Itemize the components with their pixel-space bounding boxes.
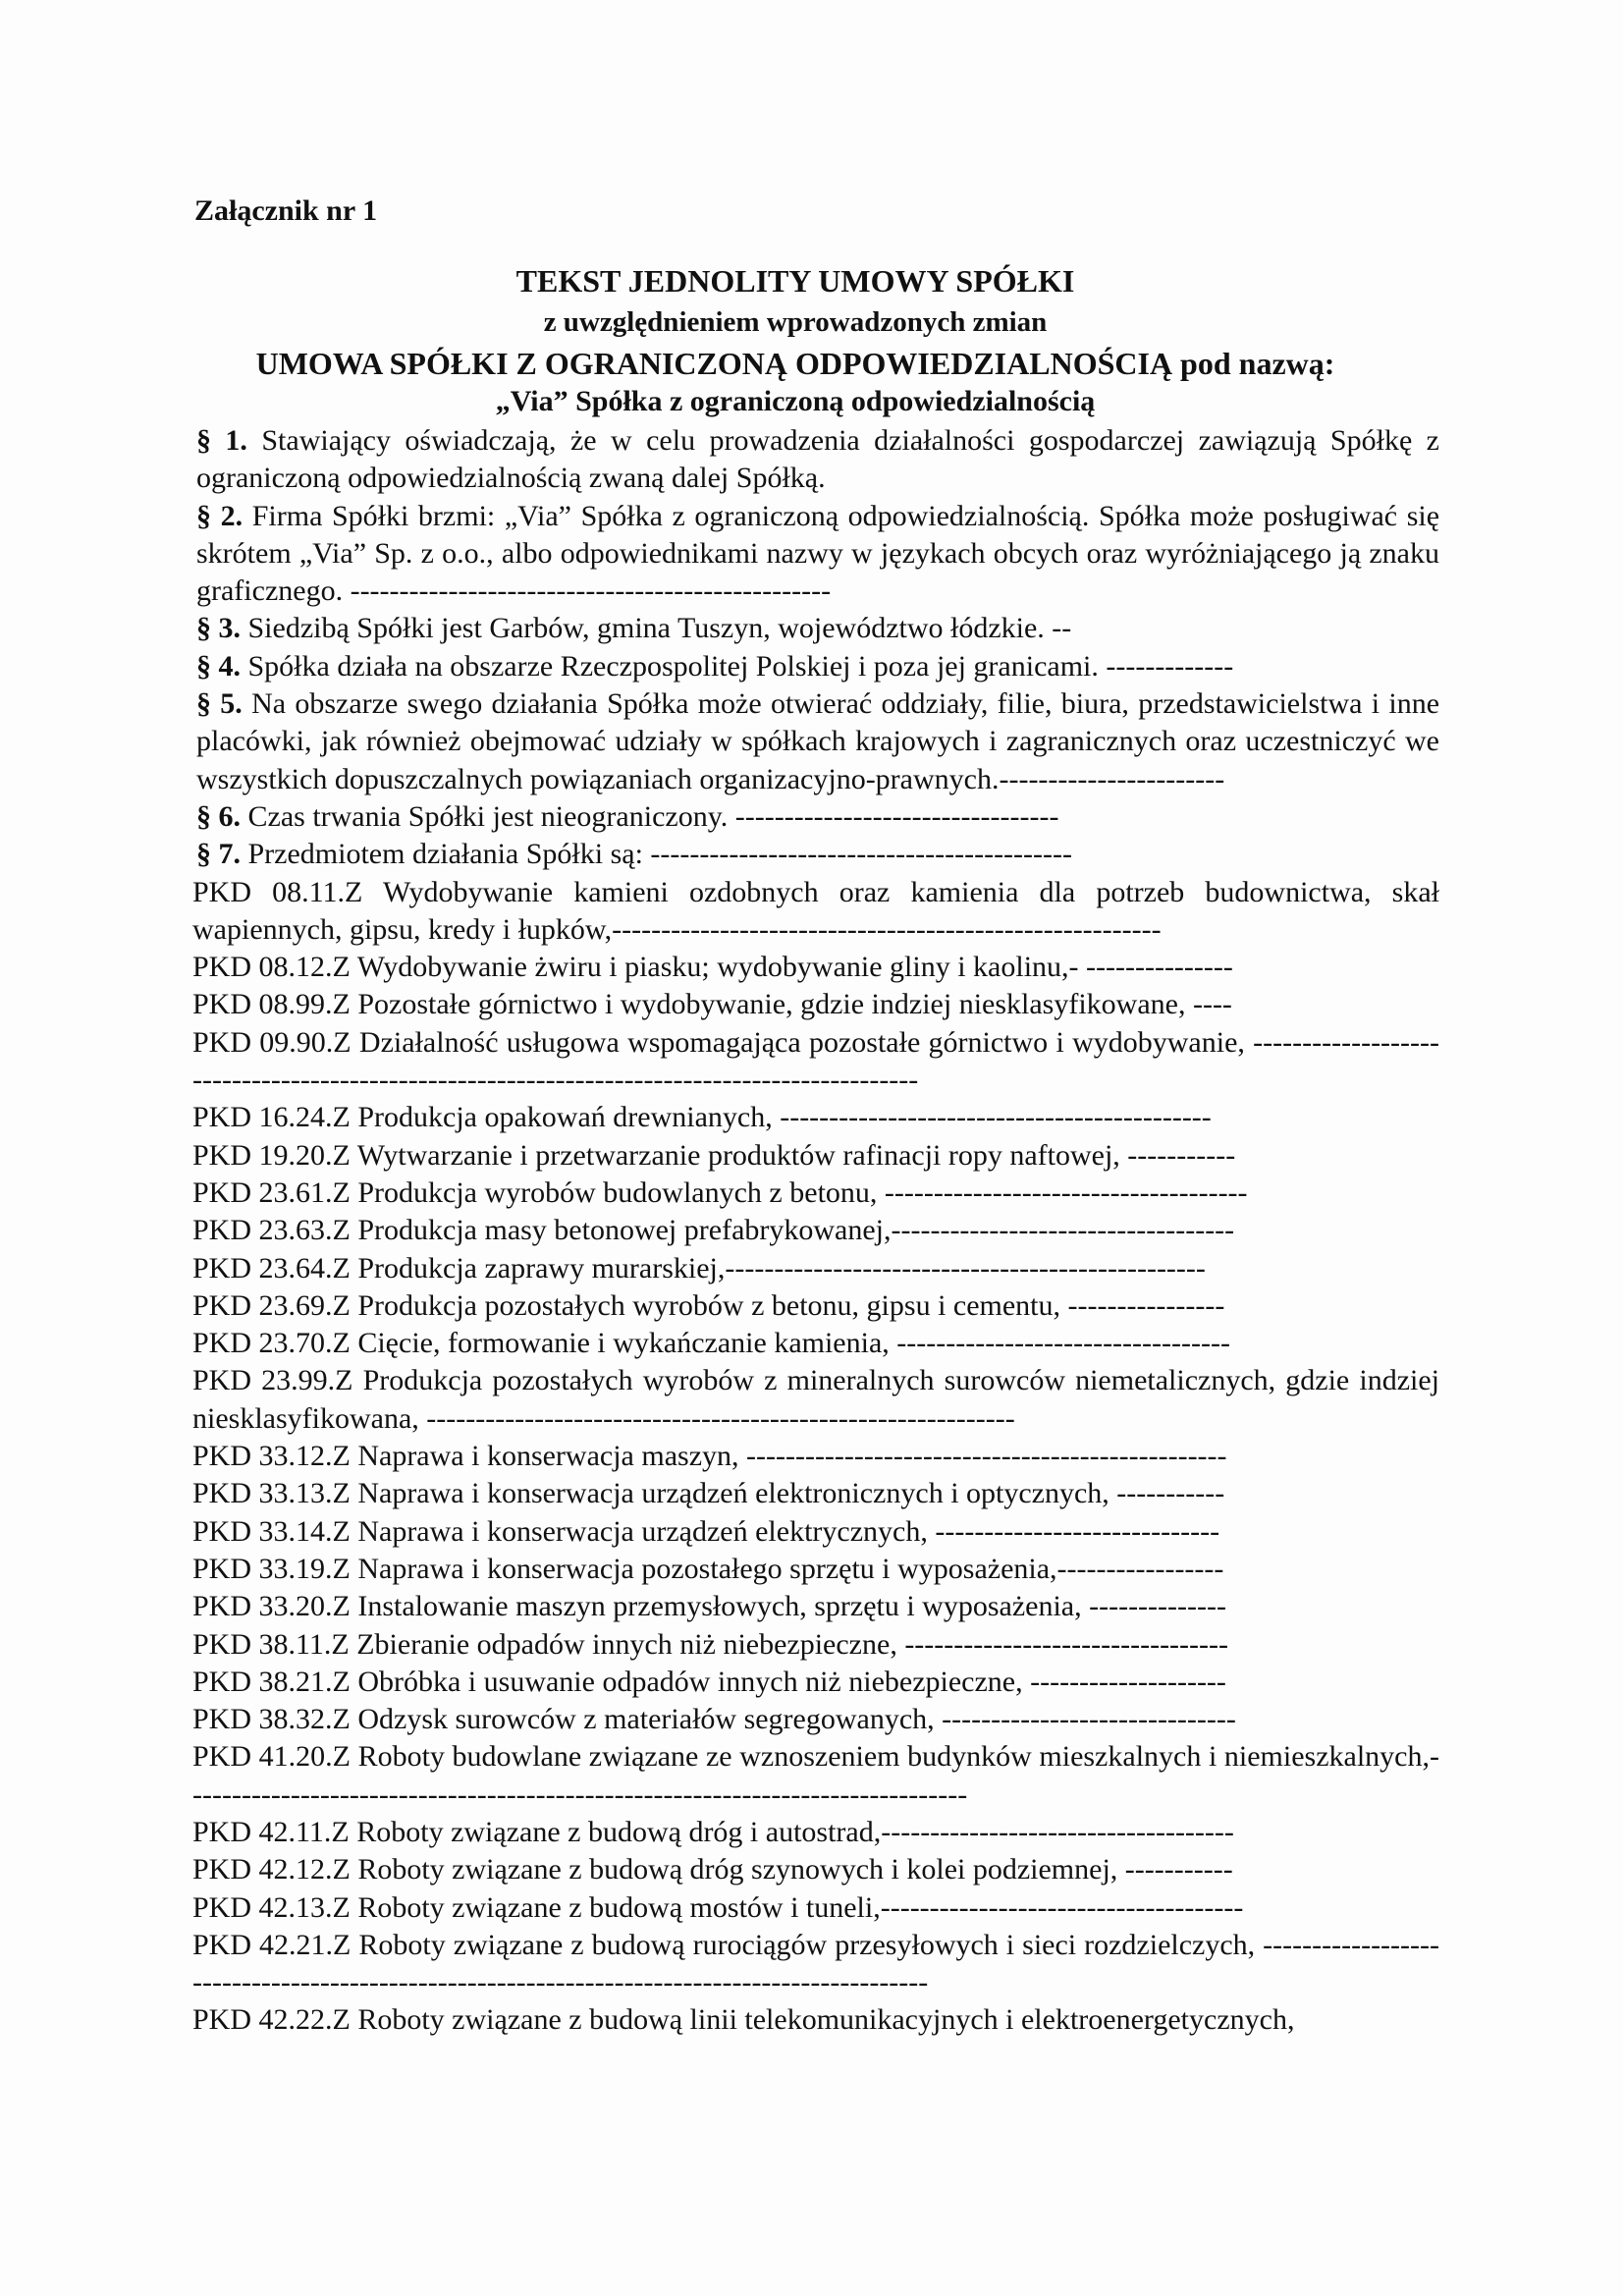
pkd-item: PKD 42.12.Z Roboty związane z budową dróg szynowych i kolei podziemnej, ----------- <box>192 1853 1233 1886</box>
pkd-item: PKD 33.20.Z Instalowanie maszyn przemysłowych, sprzętu i wyposażenia, -------------- <box>192 1590 1226 1623</box>
pkd-item: PKD 42.13.Z Roboty związane z budową mostów i tuneli,------------------------------------- <box>192 1890 1244 1924</box>
paragraph-2 <box>192 498 1439 611</box>
pkd-item: PKD 23.61.Z Produkcja wyrobów budowlanych z betonu, ------------------------------------- <box>192 1175 1248 1209</box>
document-subtitle: z uwzględnieniem wprowadzonych zmian <box>543 306 1048 338</box>
paragraph-7 <box>192 836 1439 873</box>
paragraph-4 <box>192 648 1439 685</box>
paragraph-text: Siedzibą Spółki jest Garbów, gmina Tuszyn, województwo łódzkie. -- <box>247 612 1072 645</box>
pkd-item: PKD 33.13.Z Naprawa i konserwacja urządzeń elektronicznych i optycznych, ----------- <box>192 1477 1225 1510</box>
pkd-item: PKD 38.11.Z Zbieranie odpadów innych niż niebezpieczne, --------------------------------- <box>192 1627 1228 1661</box>
section-number: § 2. <box>196 499 243 532</box>
section-number: § 4. <box>196 649 241 683</box>
pkd-item: PKD 23.99.Z Produkcja pozostałych wyrobów z mineralnych surowców niemetalicznych, gdzie indziej niesklasyfikowana, ------------------------------------------------------------ <box>192 1364 1439 1435</box>
pkd-item: PKD 38.32.Z Odzysk surowców z materiałów segregowanych, ------------------------------ <box>192 1703 1236 1736</box>
paragraph-6 <box>192 798 1439 836</box>
pkd-item: PKD 08.12.Z Wydobywanie żwiru i piasku; wydobywanie gliny i kaolinu,- --------------- <box>192 951 1233 984</box>
pkd-item: PKD 42.22.Z Roboty związane z budową linii telekomunikacyjnych i elektroenergetycznych, <box>192 2003 1295 2037</box>
section-number: § 3. <box>196 612 241 645</box>
pkd-item: PKD 33.14.Z Naprawa i konserwacja urządzeń elektrycznych, ----------------------------- <box>192 1514 1220 1548</box>
pkd-item: PKD 42.11.Z Roboty związane z budową dróg i autostrad,------------------------------------ <box>192 1815 1234 1848</box>
paragraph-text: Przedmiotem działania Spółki są: ------------------------------------------- <box>247 838 1072 871</box>
pkd-item: PKD 42.21.Z Roboty związane z budową rurociągów przesyłowych i sieci rozdzielczych, --------------------------------------------------------------------------------------------- <box>192 1928 1439 1999</box>
pkd-item: PKD 19.20.Z Wytwarzanie i przetwarzanie produktów rafinacji ropy naftowej, ----------- <box>192 1138 1236 1172</box>
contract-heading: UMOWA SPÓŁKI Z OGRANICZONĄ ODPOWIEDZIALNOŚCIĄ pod nazwą: <box>255 346 1335 381</box>
pkd-item: PKD 33.12.Z Naprawa i konserwacja maszyn, ------------------------------------------------- <box>192 1440 1227 1473</box>
paragraph-text: Czas trwania Spółki jest nieograniczony. --------------------------------- <box>247 799 1059 833</box>
company-name-heading: „Via” Spółka z ograniczoną odpowiedzialnością <box>495 385 1096 417</box>
pkd-item: PKD 09.90.Z Działalność usługowa wspomagająca pozostałe górnictwo i wydobywanie, --------------------------------------------------------------------------------------------- <box>192 1025 1439 1097</box>
pkd-item: PKD 08.11.Z Wydobywanie kamieni ozdobnych oraz kamienia dla potrzeb budownictwa, skał wapiennych, gipsu, kredy i łupków,-------------------------------------------------------- <box>192 875 1439 946</box>
paragraph-text: Na obszarze swego działania Spółka może otwierać oddziały, filie, biura, przedstawicielstwa i inne placówki, jak również obejmować udziały w spółkach krajowych i zagranicznych oraz uczestniczyć we wszystkich dopuszczalnych powiązaniach organizacyjno-prawnych.----------------------- <box>196 687 1440 795</box>
pkd-item: PKD 23.64.Z Produkcja zaprawy murarskiej,------------------------------------------------- <box>192 1251 1206 1285</box>
annex-label: Załącznik nr 1 <box>194 194 378 227</box>
section-number: § 1. <box>196 424 247 457</box>
pkd-item: PKD 23.63.Z Produkcja masy betonowej prefabrykowanej,----------------------------------- <box>192 1214 1235 1247</box>
paragraph-3 <box>192 610 1439 647</box>
section-number: § 7. <box>196 838 241 871</box>
pkd-item: PKD 23.69.Z Produkcja pozostałych wyrobów z betonu, gipsu i cementu, ---------------- <box>192 1288 1225 1322</box>
pkd-item: PKD 41.20.Z Roboty budowlane związane ze wznoszeniem budynków mieszkalnych i niemieszkalnych,-------------------------------------------------------------------------------- <box>192 1740 1439 1811</box>
pkd-item: PKD 38.21.Z Obróbka i usuwanie odpadów innych niż niebezpieczne, -------------------- <box>192 1665 1226 1698</box>
paragraph-text: Spółka działa na obszarze Rzeczpospolitej Polskiej i poza jej granicami. ------------- <box>247 649 1234 683</box>
paragraph-1 <box>192 422 1439 498</box>
pkd-item: PKD 16.24.Z Produkcja opakowań drewnianych, -------------------------------------------- <box>192 1101 1212 1134</box>
section-number: § 5. <box>196 687 243 721</box>
paragraph-text: Firma Spółki brzmi: „Via” Spółka z ograniczoną odpowiedzialnością. Spółka może posługiwać się skrótem „Via” Sp. z o.o., albo odpowiednikami nazwy w językach obcych oraz wyróżniającego ją znaku graficznego. ------------------------------------------------- <box>196 499 1440 608</box>
pkd-item: PKD 23.70.Z Cięcie, formowanie i wykańczanie kamienia, ---------------------------------- <box>192 1327 1230 1360</box>
pkd-item: PKD 08.99.Z Pozostałe górnictwo i wydobywanie, gdzie indziej niesklasyfikowane, ---- <box>192 988 1232 1021</box>
pkd-item: PKD 33.19.Z Naprawa i konserwacja pozostałego sprzętu i wyposażenia,----------------- <box>192 1552 1224 1585</box>
section-number: § 6. <box>196 799 241 833</box>
paragraph-5 <box>192 685 1439 798</box>
document-title: TEKST JEDNOLITY UMOWY SPÓŁKI <box>515 263 1075 299</box>
document-body <box>192 422 1439 2040</box>
paragraph-text: Stawiający oświadczają, że w celu prowadzenia działalności gospodarczej zawiązują Spółkę z ograniczoną odpowiedzialnością zwaną dalej Spółką. <box>196 424 1440 495</box>
